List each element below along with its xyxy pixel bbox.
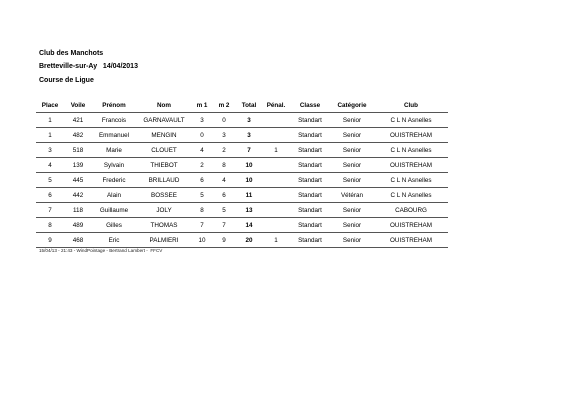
cell-first-name: Sylvain xyxy=(92,158,136,173)
cell-total: 7 xyxy=(236,143,262,158)
column-header-last-name: Nom xyxy=(136,98,192,113)
column-header-race-2: m 2 xyxy=(212,98,236,113)
cell-race-2: 7 xyxy=(212,218,236,233)
cell-sail: 445 xyxy=(64,173,92,188)
cell-place: 1 xyxy=(36,113,64,128)
cell-place: 5 xyxy=(36,173,64,188)
cell-club: OUISTREHAM xyxy=(374,158,448,173)
cell-club: C L N Asnelles xyxy=(374,143,448,158)
cell-total: 10 xyxy=(236,173,262,188)
cell-category: Senior xyxy=(330,233,374,248)
cell-first-name: Eric xyxy=(92,233,136,248)
table-row xyxy=(36,128,448,143)
cell-first-name: Gilles xyxy=(92,218,136,233)
cell-penalty: 1 xyxy=(262,143,290,158)
cell-race-2: 6 xyxy=(212,188,236,203)
cell-penalty xyxy=(262,113,290,128)
cell-total: 13 xyxy=(236,203,262,218)
cell-penalty xyxy=(262,158,290,173)
cell-sail: 118 xyxy=(64,203,92,218)
cell-place: 1 xyxy=(36,128,64,143)
column-header-class: Classe xyxy=(290,98,330,113)
cell-race-2: 4 xyxy=(212,173,236,188)
cell-race-2: 2 xyxy=(212,143,236,158)
cell-race-1: 4 xyxy=(192,143,212,158)
cell-sail: 421 xyxy=(64,113,92,128)
cell-first-name: Francois xyxy=(92,113,136,128)
cell-last-name: THOMAS xyxy=(136,218,192,233)
cell-place: 8 xyxy=(36,218,64,233)
results-table xyxy=(36,98,448,248)
cell-place: 3 xyxy=(36,143,64,158)
cell-sail: 139 xyxy=(64,158,92,173)
cell-sail: 489 xyxy=(64,218,92,233)
cell-category: Senior xyxy=(330,218,374,233)
cell-total: 3 xyxy=(236,128,262,143)
cell-last-name: BRILLAUD xyxy=(136,173,192,188)
cell-total: 20 xyxy=(236,233,262,248)
cell-place: 9 xyxy=(36,233,64,248)
table-header-row xyxy=(36,98,448,113)
cell-race-1: 10 xyxy=(192,233,212,248)
column-header-category: Catégorie xyxy=(330,98,374,113)
cell-sail: 518 xyxy=(64,143,92,158)
cell-race-1: 0 xyxy=(192,128,212,143)
cell-first-name: Frederic xyxy=(92,173,136,188)
cell-total: 11 xyxy=(236,188,262,203)
cell-first-name: Alain xyxy=(92,188,136,203)
cell-class: Standart xyxy=(290,113,330,128)
cell-club: CABOURG xyxy=(374,203,448,218)
table-row xyxy=(36,203,448,218)
column-header-place: Place xyxy=(36,98,64,113)
column-header-total: Total xyxy=(236,98,262,113)
column-header-club: Club xyxy=(374,98,448,113)
cell-club: C L N Asnelles xyxy=(374,188,448,203)
cell-penalty xyxy=(262,203,290,218)
cell-class: Standart xyxy=(290,143,330,158)
table-row xyxy=(36,218,448,233)
cell-last-name: CLOUET xyxy=(136,143,192,158)
cell-first-name: Guillaume xyxy=(92,203,136,218)
cell-class: Standart xyxy=(290,173,330,188)
cell-last-name: MENGIN xyxy=(136,128,192,143)
cell-last-name: JOLY xyxy=(136,203,192,218)
cell-last-name: THIEBOT xyxy=(136,158,192,173)
cell-total: 14 xyxy=(236,218,262,233)
cell-club: C L N Asnelles xyxy=(374,113,448,128)
cell-race-2: 3 xyxy=(212,128,236,143)
cell-race-1: 5 xyxy=(192,188,212,203)
cell-race-2: 0 xyxy=(212,113,236,128)
cell-total: 3 xyxy=(236,113,262,128)
cell-race-1: 2 xyxy=(192,158,212,173)
cell-race-1: 8 xyxy=(192,203,212,218)
table-row xyxy=(36,233,448,248)
cell-penalty xyxy=(262,128,290,143)
cell-category: Senior xyxy=(330,203,374,218)
cell-sail: 468 xyxy=(64,233,92,248)
table-row xyxy=(36,113,448,128)
cell-total: 10 xyxy=(236,158,262,173)
cell-last-name: GARNAVAULT xyxy=(136,113,192,128)
column-header-penalty: Pénal. xyxy=(262,98,290,113)
cell-club: OUISTREHAM xyxy=(374,218,448,233)
cell-first-name: Marie xyxy=(92,143,136,158)
column-header-race-1: m 1 xyxy=(192,98,212,113)
cell-club: OUISTREHAM xyxy=(374,233,448,248)
table-row xyxy=(36,188,448,203)
cell-penalty: 1 xyxy=(262,233,290,248)
place-and-date: Bretteville-sur-Ay 14/04/2013 xyxy=(39,63,138,70)
cell-class: Standart xyxy=(290,188,330,203)
cell-last-name: BOSSEE xyxy=(136,188,192,203)
footer-note: 15/04/13 - 21:43 - WindPointage - Bertrand Lambert - FFCV xyxy=(39,248,163,253)
cell-last-name: PALMIERI xyxy=(136,233,192,248)
race-title: Course de Ligue xyxy=(39,77,94,84)
cell-race-2: 9 xyxy=(212,233,236,248)
cell-category: Vétéran xyxy=(330,188,374,203)
cell-class: Standart xyxy=(290,203,330,218)
cell-class: Standart xyxy=(290,128,330,143)
cell-category: Senior xyxy=(330,143,374,158)
cell-first-name: Emmanuel xyxy=(92,128,136,143)
cell-category: Senior xyxy=(330,113,374,128)
cell-race-2: 5 xyxy=(212,203,236,218)
cell-penalty xyxy=(262,218,290,233)
cell-class: Standart xyxy=(290,218,330,233)
cell-category: Senior xyxy=(330,158,374,173)
cell-race-1: 3 xyxy=(192,113,212,128)
club-name: Club des Manchots xyxy=(39,50,104,57)
cell-penalty xyxy=(262,188,290,203)
cell-sail: 442 xyxy=(64,188,92,203)
table-body xyxy=(36,113,448,248)
column-header-first-name: Prénom xyxy=(92,98,136,113)
cell-club: C L N Asnelles xyxy=(374,173,448,188)
cell-place: 6 xyxy=(36,188,64,203)
cell-race-1: 6 xyxy=(192,173,212,188)
cell-category: Senior xyxy=(330,173,374,188)
cell-class: Standart xyxy=(290,233,330,248)
cell-category: Senior xyxy=(330,128,374,143)
cell-race-2: 8 xyxy=(212,158,236,173)
table-row xyxy=(36,143,448,158)
cell-place: 4 xyxy=(36,158,64,173)
cell-place: 7 xyxy=(36,203,64,218)
cell-club: OUISTREHAM xyxy=(374,128,448,143)
column-header-sail: Voile xyxy=(64,98,92,113)
table-row xyxy=(36,158,448,173)
cell-class: Standart xyxy=(290,158,330,173)
cell-race-1: 7 xyxy=(192,218,212,233)
cell-sail: 482 xyxy=(64,128,92,143)
table-row xyxy=(36,173,448,188)
cell-penalty xyxy=(262,173,290,188)
